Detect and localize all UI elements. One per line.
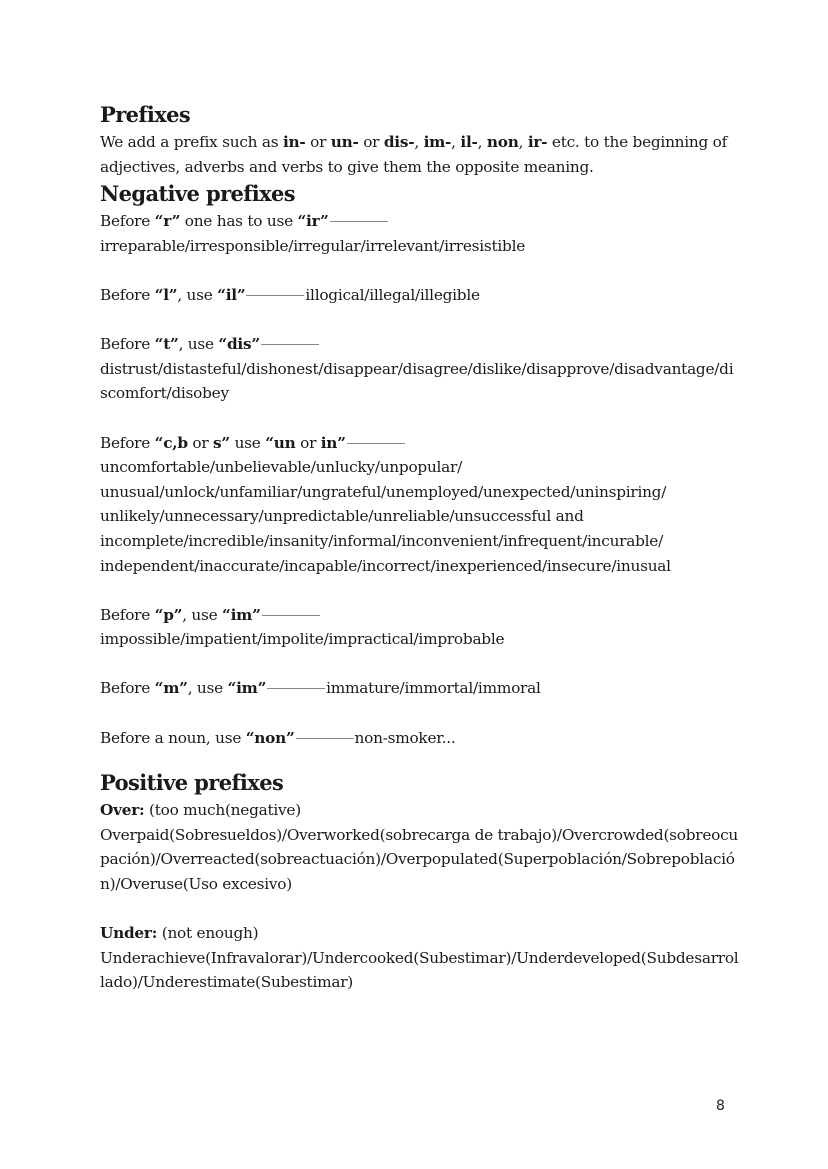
heading-positive-prefixes: Positive prefixes (100, 770, 284, 796)
arrow-line (330, 221, 388, 222)
words-un-3: unlikely/unnecessary/unpredictable/unreliable/unsuccessful and (100, 507, 584, 526)
rule-noun: Before a noun, use “non” non-smoker... (100, 728, 456, 747)
words-r: irreparable/irresponsible/irregular/irrelevant/irresistible (100, 236, 526, 255)
words-under: Underachieve(Infravalorar)/Undercooked(Subestimar)/Underdeveloped(Subdesarrollado)/Underestimate(Subestimar) (100, 948, 739, 992)
intro-paragraph: We add a prefix such as in- or un- or dis-, im-, il-, non, ir- etc. to the beginning of adjectives, adverbs and verbs to give them the opposite meaning. (100, 133, 728, 176)
arrow-line (296, 738, 354, 739)
words-t: distrust/distasteful/dishonest/disappear/disagree/dislike/disapprove/disadvantage/discomfort/disobey (100, 359, 734, 403)
words-in-2: independent/inaccurate/incapable/incorrect/inexperienced/insecure/inusual (100, 556, 671, 575)
words-m: immature/immortal/immoral (326, 679, 541, 698)
arrow-line (261, 344, 319, 345)
words-l: illogical/illegal/illegible (305, 285, 480, 304)
arrow-line (262, 615, 320, 616)
arrow-line (246, 295, 304, 296)
rule-l: Before “l”, use “il” illogical/illegal/illegible (100, 285, 480, 304)
words-p: impossible/impatient/impolite/impractical/improbable (100, 630, 505, 649)
words-in-1: incomplete/incredible/insanity/informal/inconvenient/infrequent/incurable/ (100, 531, 663, 550)
page-number: 8 (716, 1098, 725, 1114)
rule-over: Over: (too much(negative) Overpaid(Sobresueldos)/Overworked(sobrecarga de trabajo)/Overcrowded(sobreocupación)/Overreacted(sobreactuación)/Overpopulated(Superpoblación/Sobrepoblación)/Overuse(Uso excesivo) (100, 801, 739, 894)
words-un-1: uncomfortable/unbelievable/unlucky/unpopular/ (100, 458, 463, 477)
rule-r: Before “r” one has to use “ir” irreparable/irresponsible/irregular/irrelevant/irresistible (100, 212, 526, 255)
rule-t: Before “t”, use “dis” distrust/distasteful/dishonest/disappear/disagree/dislike/disapprove/disadvantage/discomfort/disobey (100, 335, 734, 403)
words-un-2: unusual/unlock/unfamiliar/ungrateful/unemployed/unexpected/uninspiring/ (100, 482, 667, 501)
words-over: Overpaid(Sobresueldos)/Overworked(sobrecarga de trabajo)/Overcrowded(sobreocupación)/Overreacted(sobreactuación)/Overpopulated(Superpoblación/Sobrepoblación)/Overuse(Uso excesivo) (100, 825, 739, 894)
arrow-line (347, 443, 405, 444)
rule-cbs: Before “c,b or s” use “un or in” uncomfortable/unbelievable/unlucky/unpopular/ unusual/unlock/unfamiliar/ungrateful/unemployed/unexpected/uninspiring/ unlikely/unnecessary/unpredictable/unreliable/unsuccessful and incomplete/incredible/insanity/informal/inconvenient/infrequent/incurable/ independent/inaccurate/incapable/incorrect/inexperienced/insecure/inusual (100, 433, 671, 575)
words-noun: non-smoker... (354, 728, 456, 747)
rule-m: Before “m”, use “im” immature/immortal/immoral (100, 679, 541, 698)
arrow-line (267, 688, 325, 689)
page-content (100, 100, 740, 995)
rule-under: Under: (not enough) Underachieve(Infravalorar)/Undercooked(Subestimar)/Underdeveloped(Subdesarrollado)/Underestimate(Subestimar) (100, 924, 739, 992)
rule-p: Before “p”, use “im” impossible/impatient/impolite/impractical/improbable (100, 605, 505, 649)
heading-negative-prefixes: Negative prefixes (100, 181, 296, 207)
title-prefixes: Prefixes (100, 102, 191, 127)
